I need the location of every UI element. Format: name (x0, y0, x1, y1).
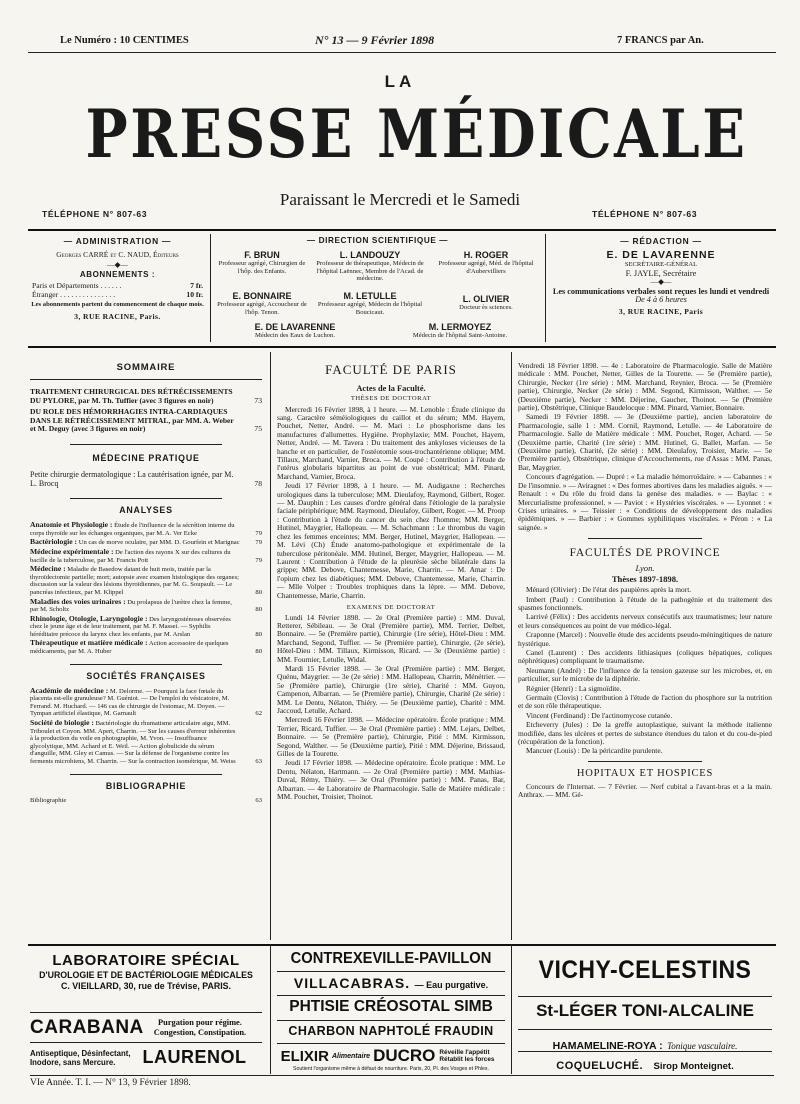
ad-coqueluche[interactable] (518, 1056, 772, 1074)
exam-paragraph: Mardi 15 Février 1898. — 3e Oral (Première partie) : MM. Berger, Quénu, Maygrier. — 3e (2e série) : MM. Hallopeau, Charrin, Ménétrier. — 5e (Première partie), Chirurgie (1re série), Charité : MM. Guyon, Campenon, Albarran. — 5e (Première partie), Chirurgie, Charité (2e série) : MM. Le Dentu, Nélaton, Thiéry. — 5e (Deuxième partie), Charité : MM. Jaccoud, Letulle, Achard. (277, 663, 505, 715)
analysis-entry[interactable] (30, 538, 262, 547)
ads-bottom-rule (30, 1075, 774, 1076)
analysis-page: 79 (255, 539, 262, 547)
ad-elixir-ducro[interactable] (277, 1046, 505, 1072)
redaction-name: E. DE LAVARENNE (606, 249, 716, 261)
redaction-role: SECRÉTAIRE-GÉNÉRAL (624, 261, 698, 268)
telephone-right: TÉLÉPHONE N° 807-63 (592, 209, 698, 219)
admin-ornament: —◆— (106, 259, 129, 269)
ad-laboratoire[interactable] (30, 952, 262, 991)
ad-contrexeville-title: CONTREXEVILLE-PAVILLON (290, 950, 492, 967)
toc-entry-text: TRAITEMENT CHIRURGICAL DES RÉTRÉCISSEMENTS DU PYLORE, par M. Th. Tuffier (avec 3 figures en noir) (30, 387, 233, 405)
director-name: L. OLIVIER (462, 294, 510, 304)
column-three (518, 362, 772, 801)
ads-divider-2 (511, 944, 512, 1074)
ad-vichy-title: VICHY-CELESTINS (538, 956, 752, 984)
toc-entry-page: 78 (254, 478, 262, 488)
paris-price: 7 fr. (190, 281, 203, 291)
society-text: M. Delorme. — Pourquoi la face fœtale du placenta est-elle granuleuse? M. Guéniot. — De l'emploi du vésicatoire, M. Ferrand. M. Huchard. — 146 cas de chirurgie de l'estomac, M. Doyen. — Tympan artificiel élastique, M. Garnault (30, 687, 230, 718)
telephone-left: TÉLÉPHONE N° 807-63 (42, 209, 148, 219)
society-head: Société de biologie : (30, 718, 94, 728)
ad-divider (30, 1042, 262, 1043)
toc-entry[interactable] (30, 471, 262, 488)
ad-villacabras[interactable] (277, 975, 505, 993)
price: Le Numéro : 10 CENTIMES (60, 35, 189, 46)
director-letulle (310, 291, 430, 316)
hopitaux-text: Concours de l'Internat. — 7 Février. — Nerf cubital a l'avant-bras et a la main. Anthrax. — MM. Gé- (518, 781, 772, 800)
admin-heading: — ADMINISTRATION — (63, 236, 172, 246)
toc-entry[interactable] (30, 408, 262, 434)
ad-divider (518, 1051, 772, 1052)
ad-coqueluche-title: COQUELUCHÉ. (556, 1060, 644, 1072)
direction-heading: — DIRECTION SCIENTIFIQUE — (306, 236, 449, 245)
analysis-text: Action accessoire de quelques médicaments, par M. A. Huber (30, 640, 229, 656)
redaction-divider (545, 234, 546, 342)
redaction-ornament: —◆— (650, 277, 672, 287)
analysis-head: Anatomie et Physiologie : (30, 520, 113, 530)
ad-charbon-title: CHARBON NAPHTOLÉ FRAUDIN (288, 1024, 494, 1038)
ad-vichy[interactable] (518, 955, 772, 985)
analysis-text: De l'action des rayons X sur des cultures du bacille de la tuberculose, par M. Francis Pott (30, 548, 231, 564)
province-heading: FACULTÉS DE PROVINCE (569, 547, 721, 560)
subscription-heading: ABONNEMENTS : (79, 270, 156, 280)
analysis-head: Thérapeutique et matière médicale : (30, 638, 148, 648)
header-bottom-rule (28, 346, 776, 348)
province-item: Neumann (André) : De l'influence de la tension gazeuse sur les microbes, et, en particulier, sur le microbe de la diphtérie. (518, 665, 772, 684)
ad-elixir-small: Alimentaire (331, 1052, 371, 1060)
director-role: Professeur agrégé, Accoucheur de l'hôp. Tenon. (217, 301, 307, 316)
director-name: M. LETULLE (343, 291, 397, 301)
thesis-paragraph: Jeudi 17 Février 1898, à 1 heure. — M. Audigaxne : Recherches urologiques dans la tuberculose; MM. Dieulafoy, Raymond, Gilbert, Roger. — M. Dauphin : Les causes d'ordre général dans l'étiologie de la paralysie faciale périphérique; MM. Raymond, Dieulafoy, Gilbert, Roger. — M. Proop : Contribution à l'étude du cancer du sein chez l'homme; MM. Berger, Hutinel, Maygrier, Hallopeau. — M. Schachmann : Le thrombus du vagin chez les femmes enceintes; MM. Berger, Hutinel, Maygrier, Hallopeau. — M. Lévi (Ch) Étude anatomo-pathologique et expérimentale de la tuberculose péritonéale. MM. Hutinel, Berger, Maygrier, Hallopeau. — M. Laurent : Contribution à l'étude de la pleurésie sèche bilatérale dans la grippe; MM. Debove, Chantemesse, Marie, Charrin. — M. Amar : De l'opium chez les diabétiques; MM. Debove, Chantemesse, Marie, Charrin. — Mlle Volper : Troubles trophiques dans la lèpre. — MM. Debove, Chantemesse, Marie, Charrin. (277, 481, 505, 600)
director-roger (430, 250, 542, 275)
societes-heading: SOCIÉTÉS FRANÇAISES (86, 670, 206, 681)
analysis-page: 79 (255, 556, 262, 564)
top-rule (28, 52, 776, 53)
toc-entry-page: 73 (254, 395, 262, 405)
province-item: Imbert (Paul) : Contribution à l'étude de la pathogénie et du traitement des spasmes fonctionnels. (518, 594, 772, 612)
redaction-address: 3, RUE RACINE, Paris (618, 306, 704, 316)
exam-paragraph: Vendredi 18 Février 1898. — 4e : Laboratoire de Pharmacologie. Salle de Matière médicale : MM. Pouchet, Netter, Gilles de la Tourette. — 5e (Première partie), Chirurgie, Necker (1re série) : MM. Marchand, Reynier, Broca. — 5e (Première partie), Chirurgie, Necker (2e série) : MM. Segond, Kirmisson, Walther. — 5e (Deuxième partie), Necker : MM. Déjerine, Gaucher, Thoinot. — 5e (Première partie), Obstétrique, Clinique Baudelocque : MM. Pinard, Varnier, Bonnaire. (518, 361, 772, 413)
ad-charbon[interactable] (277, 1024, 505, 1038)
analysis-entry[interactable] (30, 598, 262, 614)
analyses-heading: ANALYSES (119, 505, 173, 516)
hopitaux-heading: HOPITAUX ET HOSPICES (576, 767, 714, 779)
biblio-text: Bibliographie (30, 796, 67, 804)
agregation-paragraph: Concours d'agrégation. — Dupré : « La maladie hémorroïdaire. » — Cabannes : « De l'insomnie. » — Aviragnet : « Des formes abortives dans les maladies aiguës. » — Renault : « Du rôle du froid dans la genèse des maladies. » — Baylac : « Mercurialisme professionnel. » — Paviot : « Hystéries viscérales. » — Lyonnet : « Crises urinaires. » — Teissier : « Conditions de développement des maladies épidémiques. » — Barbier : « Gommes syphilitiques viscérales. » Péron : « La saignée. » (518, 472, 772, 532)
ad-divider (277, 971, 505, 972)
province-theses: Thèses 1897-1898. (611, 574, 679, 585)
analysis-page: 80 (255, 648, 262, 656)
foreign-label: Étranger . . . . . . . . . . . . . . . (32, 289, 116, 299)
province-item: Ménard (Olivier) : De l'état des paupières après la mort. (526, 585, 692, 595)
ad-saint-leger[interactable] (518, 1001, 772, 1021)
issue-number: N° 13 — 9 Février 1898 (315, 33, 435, 47)
ad-divider (30, 1012, 262, 1013)
analysis-page: 79 (255, 529, 262, 537)
biblio-entry[interactable] (30, 797, 262, 805)
sommaire-column (30, 362, 262, 804)
admin-editors: Georges CARRÉ et C. NAUD, Éditeurs (56, 250, 179, 259)
analysis-page: 80 (255, 630, 262, 638)
subscription-price: 7 FRANCS par An. (617, 35, 704, 46)
thesis-paragraph: Mercredi 16 Février 1898, à 1 heure. — M. Lenoble : Étude clinique du sang. Caractère séméiologiques du caillot et du sérum; MM. Hayem, Pouchet, Netter, André. — M. Mari : Le phosphorisme dans les manufactures d'allumettes. Hygiène. Prophylaxie; MM. Pouchet, Hayem, Netter, André. — M. Tavera : Du traitement des ankyloses vicieuses de la hanche et en particulier, de l'ostéotomie sous-trochantérienne oblique; MM. Tillaux, Marchand, Varnier, Broca. — M. Coupé : Contribution à l'étude de l'utérus globularis bipartitus au point de vue obstétrical; MM. Pinard, Marchand, Varnier, Broca. (277, 404, 505, 481)
ad-ducro-right: Réveille l'appétit Rétablit les forces (439, 1049, 495, 1063)
analysis-text: Maladie de Basedow datant de huit mois, traitée par la thyroïdectomie partielle; mort; autopsie avec examen histologique des organes; discussion sur la valeur des lésions thyroïdiennes, par M. G. Soupault. — Le pancréas infectieux, par M. Klippel (30, 566, 239, 596)
redaction-note: Les communications verbales sont reçues les lundi et vendredi (552, 286, 770, 296)
analysis-entry[interactable] (30, 615, 262, 639)
ad-carabana[interactable] (30, 1017, 262, 1039)
director-name: M. LERMOYEZ (428, 322, 492, 332)
analysis-text: Du prolapsus de l'urètre chez la femme, par M. Scholtz (30, 598, 232, 614)
province-item: Régnier (Henri) : La sigmoïdite. (526, 683, 622, 693)
ads-top-rule (28, 944, 776, 946)
exam-paragraph: Jeudi 17 Février 1898. — Médecine opératoire. École pratique : MM. Le Dentu, Nélaton, Hartmann. — 2e Oral (Première partie) : MM. Mathias-Duval, Rémy, Thiéry. — 3e Oral (Première partie) : MM. Panas, Bar, Albarran. — 4e Laboratoire de Pharmacologie. Salle de Matière médicale : MM. Pouchet, Troisier, Thoinot. (277, 758, 505, 802)
society-page: 63 (255, 758, 262, 765)
examens-heading: EXAMENS DE DOCTORAT (346, 603, 436, 611)
ad-saint-leger-title: St-LÉGER TONI-ALCALINE (536, 1001, 754, 1020)
analysis-head: Maladies des voies urinaires : (30, 596, 126, 606)
faculte-acts: Actes de la Faculté. (356, 384, 426, 393)
director-name: H. ROGER (463, 250, 509, 260)
society-text: Bactériologie du rhumatisme articulaire aigu, MM. Triboulet et Coyon. MM. Apert, Charrin. — Sur les causes d'erreur inhérentes à la production du voile en photographie, M. Yvon. — Insuffisance glycolytique, MM. Achard et E. Weil. — Action globulicide du sérum d'anguille, MM. Gley et Camus. — Sur la défense de l'organisme contre les ferments microbiens, M. Charrin. — Sur la contraction isométrique, M. Weiss (30, 720, 236, 765)
paris-label: Paris et Départements . . . . . . (32, 281, 122, 291)
director-role: Médecin des Eaux de Luchon. (254, 332, 335, 339)
redaction-hours: De 4 à 6 heures (635, 295, 687, 305)
ad-coqueluche-sub: Sirop Monteignet. (653, 1061, 734, 1072)
ad-phtisie-title: PHTISIE CRÉOSOTAL SIMB (289, 998, 493, 1015)
toc-entry-text: DU ROLE DES HÉMORRHAGIES INTRA-CARDIAQUES DANS LE RÉTRÉCISSEMENT MITRAL, par MM. A. Weber et M. Deguy (avec 3 figures en noir) (30, 407, 234, 434)
ad-ducro-title: DUCRO (373, 1046, 436, 1065)
ad-laurenol-line2: Inodore, sans Mercure. (30, 1057, 116, 1067)
province-item: Germain (Clovis) : Contribution à l'étude de l'action du phosphore sur la nutrition et de son rôle thérapeutique. (518, 693, 772, 711)
society-head: Académie de médecine : (30, 685, 109, 695)
society-page: 62 (255, 710, 262, 718)
director-role: Médecin de l'hôpital Saint-Antoine. (412, 332, 508, 339)
masthead-la: LA (384, 72, 416, 91)
analysis-head: Médecine expérimentale : (30, 546, 114, 556)
director-bonnaire (212, 291, 312, 316)
masthead-rule (28, 229, 776, 231)
director-lermoyez (380, 322, 540, 340)
foreign-price-row (30, 291, 205, 300)
province-item: Larrivé (Félix) : Des accidents nerveux consécutifs aux traumatismes; leur nature et leurs conséquences au point de vue médico-légal. (518, 612, 772, 630)
analysis-entry[interactable] (30, 565, 262, 596)
toc-entry-text: Petite chirurgie dermatologique : La cautérisation ignée, par M. L. Brocq (30, 469, 234, 488)
director-role: Professeur agrégé, Méd. de l'hôpital d'Aubervilliers (438, 260, 534, 275)
ad-divider (277, 1020, 505, 1021)
analysis-head: Médecine : (30, 564, 66, 574)
ad-laboratoire-subtitle: D'UROLOGIE ET DE BACTÉRIOLOGIE MÉDICALES (39, 970, 253, 980)
ad-divider (518, 1029, 772, 1030)
footer-line: VIe Année. T. I. — N° 13, 9 Février 1898. (30, 1078, 191, 1088)
column-divider-1 (270, 352, 271, 940)
ads-divider-1 (270, 944, 271, 1074)
ad-carabana-line1: Purgation pour régime. (158, 1018, 242, 1028)
director-name: E. DE LAVARENNE (254, 322, 336, 332)
ad-laurenol-title: LAURENOL (142, 1047, 247, 1067)
faculte-heading: FACULTÉ DE PARIS (325, 362, 457, 377)
analysis-entry[interactable] (30, 548, 262, 564)
province-item: Canel (Laurent) : Des accidents lithiasiques (coliques hépatiques, coliques néphrétiques) compliquant le traumatisme. (518, 647, 772, 666)
admin-box (30, 236, 205, 322)
redaction-secretary: F. JAYLE, Secrétaire (625, 268, 697, 278)
analysis-entry[interactable] (30, 521, 262, 537)
sommaire-heading: SOMMAIRE (116, 362, 176, 373)
director-role: Professeur de thérapeutique, Médecin de l'hôpital Laënnec, Membre de l'Acad. de médecine. (316, 260, 424, 283)
analysis-page: 80 (255, 606, 262, 614)
ad-carabana-title: CARABANA (30, 1017, 144, 1038)
analysis-head: Rhinologie, Otologie, Laryngologie : (30, 613, 148, 623)
director-lavarenne (215, 322, 375, 340)
ad-villacabras-title: VILLACABRAS. (293, 975, 411, 991)
director-olivier (430, 294, 542, 312)
faculte-column (277, 362, 505, 802)
province-item: Mancuer (Louis) : De la péricardite purulente. (526, 746, 663, 756)
exam-paragraph: Lundi 14 Février 1898. — 2e Oral (Première partie) : MM. Duval, Retterer, Sébileau. — 3e Oral (Première partie), MM. Terrier, Delbet, Bonnaire. — 5e (Première partie), Chirurgie (1re série), Hôtel-Dieu : MM. Marchand, Segond, Tuffier. — 5e (Première partie), Chirurgie, (2e série), Hôtel-Dieu : MM. Tillaux, Kirmisson, Ricard. — 3e (Deuxième partie) : MM. Fournier, Letulle, Widal. (277, 612, 505, 664)
analysis-page: 80 (255, 588, 262, 596)
pratique-heading: MÉDECINE PRATIQUE (92, 452, 200, 463)
redaction-box (550, 236, 772, 316)
director-name: L. LANDOUZY (339, 250, 401, 260)
province-item: Etcheverry (Jules) : De la greffe autoplastique, suivant la méthode italienne modifiée, dans les ulcères et pertes de substance étendues du talon et du cou-de-pied (récupération de la fonction). (518, 720, 772, 747)
ad-elixir-title: ELIXIR (280, 1047, 329, 1065)
foreign-price: 10 fr. (186, 289, 203, 299)
admin-divider (210, 234, 211, 342)
masthead-title: PRESSE MÉDICALE (85, 95, 748, 173)
director-role: Docteur ès sciences. (459, 304, 513, 311)
ad-laurenol[interactable] (30, 1047, 262, 1068)
exam-paragraph: Mercredi 16 Février 1898. — Médecine opératoire. École pratique : MM. Terrier, Ricard, Tuffier. — 3e Oral (Première partie) : MM. Lejars, Delbet, Bonnaire. — 5e (Première partie), Chirurgie, Pitié : MM. Kirmisson, Segond, Walther. — 5e (Deuxième partie), Pitié : MM. Déjerine, Brissaud, Gilles de la Tourette. (277, 715, 505, 759)
faculte-theses: THÈSES DE DOCTORAT (350, 395, 432, 402)
ad-hamameline-title: HAMAMELINE-ROYA : (552, 1040, 663, 1052)
ad-contrexeville[interactable] (277, 950, 505, 968)
admin-address: 3, RUE RACINE, Paris. (74, 311, 161, 321)
column-divider-2 (511, 352, 512, 940)
redaction-heading: — RÉDACTION — (620, 236, 702, 246)
society-entry[interactable] (30, 687, 262, 718)
toc-entry-page: 75 (254, 424, 262, 434)
analysis-text: Des laryngosténoses observées chez le jeune âge et de leur traitement, par M. F. Massei. — Syphilis héréditaire précoce du larynx chez les enfants, par M. Arslan (30, 615, 231, 638)
director-name: F. BRUN (244, 250, 280, 260)
province-item: Vincent (Ferdinand) : De l'actinomycose cutanée. (526, 710, 673, 720)
province-city: Lyon. (635, 563, 655, 574)
society-entry[interactable] (30, 719, 262, 766)
ad-laboratoire-title: LABORATOIRE SPÉCIAL (52, 952, 240, 969)
ad-carabana-line2: Congestion, Constipation. (153, 1028, 247, 1037)
biblio-page: 63 (255, 796, 262, 804)
ad-villacabras-sub: — Eau purgative. (414, 980, 489, 990)
biblio-heading: BIBLIOGRAPHIE (105, 780, 187, 791)
director-landouzy (310, 250, 430, 283)
exam-paragraph: Samedi 19 Février 1898. — 3e (Deuxième partie), ancien laboratoire de Pharmacologie, salle 1 : MM. Cornil, Raymond, Letulle. — 4e Laboratoire de Pharmacologie. Salle de Matière médicale : MM. Pouchet, Roger, Achard. — 5e (Deuxième partie, Charité (1re série) : MM. Hutinel, G. Ballet, Marfan. — 5e (Deuxième partie), Charité, (2e série) : MM. Dieulafoy, Troisier, Marie. — 5e (Première partie), Obstétrique, clinique d'Accouchements, rue d'Assas : MM. Panas, Bar, Maygrier. (518, 412, 772, 472)
ad-ducro-small: Soutient l'organisme même à défaut de nourriture. Paris, 20, Pl. des Vosges et Phles. (293, 1066, 489, 1072)
ad-hamameline-sub: Tonique vasculaire. (667, 1041, 738, 1051)
director-role: Professeur agrégé, Chirurgien de l'hôp. des Enfants. (218, 260, 306, 275)
director-role: Professeur agrégé, Médecin de l'hôpital Boucicaut. (317, 301, 423, 316)
director-brun (212, 250, 312, 275)
analysis-text: Étude de l'influence de la sécrétion interne du corps thyroïde sur les échanges organiques, par M. A. Ver Ecke (30, 522, 235, 537)
analysis-head: Bactériologie : (30, 537, 78, 547)
ad-laurenol-line1: Antiseptique, Désinfectant, (30, 1048, 131, 1058)
ad-divider (277, 995, 505, 996)
ad-phtisie[interactable] (277, 998, 505, 1016)
masthead-subtitle: Paraissant le Mercredi et le Samedi (279, 190, 521, 209)
director-name: E. BONNAIRE (232, 291, 292, 301)
subscription-note: Les abonnements partent du commencement de chaque mois. (31, 301, 204, 309)
province-item: Craponne (Marcel) : Nouvelle étude des accidents pseudo-méningitiques de nature hystérique. (518, 630, 772, 648)
analysis-text: Un cas de morve oculaire, par MM. D. Gourfein et Marignac (78, 539, 240, 547)
analysis-entry[interactable] (30, 639, 262, 655)
ad-laboratoire-address: C. VIEILLARD, 30, rue de Trévise, PARIS. (61, 981, 231, 991)
toc-entry[interactable] (30, 388, 262, 405)
ad-divider (277, 1043, 505, 1044)
ad-divider (518, 996, 772, 997)
